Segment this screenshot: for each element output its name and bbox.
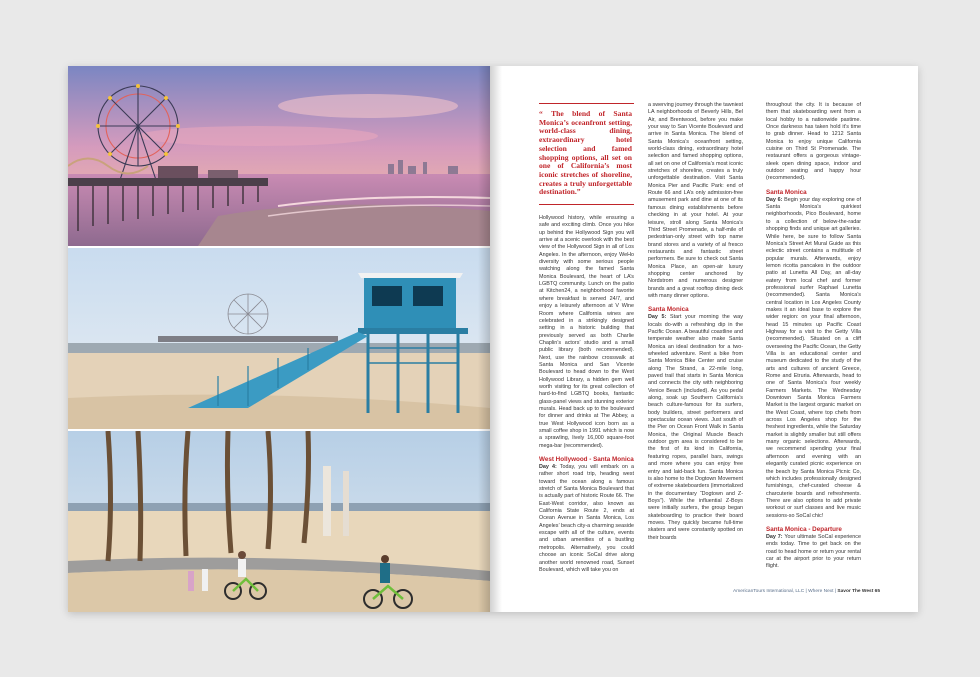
day4-label: Day 4: (539, 464, 557, 471)
text-column-1 (539, 103, 634, 574)
section1-body (539, 464, 634, 574)
page-number: 65 (874, 589, 880, 594)
day7-label: Day 7: (766, 533, 783, 540)
day5-label: Day 5: (648, 314, 667, 321)
day6-label: Day 6: (766, 196, 783, 203)
day5-text: Start your morning the way locals do-with a refreshing dip in the Pacific Ocean. A beautiful coastline and temperate weather also make Santa Monica an ideal destination for a two-wheeled adventure. Rent a bike from Santa Monica Bike Center and cruise along The Strand, a 22-mile long, paved trail that starts in Santa Monica and connects the city with neighboring Venice Beach (included). As you pedal along, soak up Southern California’s beach culture-famous for its surfers, body builders, street performers and spectacular ocean views. Just south of the Pier on Ocean Front Walk in Santa Monica, the Original Muscle Beach outdoor gym area is considered to be the first of its kind in California, featuring ropes, parallel bars, swings and more where you can enjoy free entry and laid-back fun. Santa Monica is also home to the Dogtown Movement of extreme skateboarders (immortalized in the documentary “Dogtown and Z-Boys”). While the influential Z-Boys were initially surfers, the group began skateboarding to practice their board moves. They quickly became full-time skaters and were constantly spotted on their boards (648, 314, 744, 541)
lifeguard-tower-photo (68, 248, 490, 429)
footer-separator: | (834, 589, 837, 594)
footer-company: AmericanTours International, LLC (733, 589, 805, 594)
section-heading-santa-monica-day5: Santa Monica (648, 306, 689, 314)
footer-section: Where Next (808, 589, 834, 594)
section-heading-departure: Santa Monica - Departure (766, 525, 842, 533)
bike-path-photo (68, 431, 490, 612)
section-heading-west-hollywood: West Hollywood - Santa Monica (539, 456, 634, 464)
day7-text: Your ultimate SoCal experience ends today. Time to get back on the road to head home or return your rental car at the airport prior to your return flight. (766, 533, 861, 570)
col1-paragraph: Hollywood history, while ensuring a safe and exciting climb. Once you hike up behind the Hollywood Sign you will arrive at a scenic overlook with the best view of the Hollywood Sign in all of Los Angeles. In the afternoon, enjoy WeHo diversity with some serious people watching along the famed Santa Monica Boulevard, the heart of LA’s LGBTQ community. Lunch on the patio at Kitchen24, a neighborhood favorite where breakfast is served 24/7, and enjoy a leisurely afternoon at V Wine Room where California wines are celebrated in a strikingly designed setting in a historic building that previously served as both Charlie Chaplin’s actors’ studio and a small public library (both recommended). Next, use the rainbow crosswalk at Santa Monica and San Vicente Boulevard to head down to the West Hollywood Library, a hidden gem well worth visiting for its great collection of hard-to-find LGBTQ books, fantastic glass-panel views and stunning exterior murals. Head back up to the boulevard for dinner and drinks at The Abbey, a true West Hollywood icon born as a small coffee shop in 1991 which is now a sprawling, lively 16,000 square-foot mega-bar (recommended). (539, 215, 634, 449)
left-page (68, 66, 490, 612)
col3-paragraph: throughout the city. It is because of them that skateboarding went from a local hobby to a nationwide pastime. Once darkness has taken hold it’s time to grab dinner. Head to 1212 Santa Monica to enjoy unique California cuisine on Third St Promenade. The restaurant offers a gorgeous vintage-sleek open dining space, indoor and outdoor seating and happy hour (recommended). (766, 102, 861, 182)
day6-text: Begin your day exploring one of Santa Monica’s quirkiest neighborhoods, Pico Boulevard, home to a collection of below-the-radar shopping finds and unique art galleries. While here, be sure to follow Santa Monica’s Street Art Mural Guide as this eclectic street contains a multitude of popular murals. Afterwards, enjoy lemon ricotta pancakes in the outdoor patio at Lunetta All Day, an all-day eatery from local chef and former professional surfer Raphael Lunetta (recommended). Santa Monica’s central location in Los Angeles County makes it an ideal base to explore the wider region: on your final afternoon, head 15 minutes up Pacific Coast Highway for a visit to the Getty Villa (recommended). Situated on a cliff overseeing the Pacific Ocean, the Getty Villa is an educational center and museum dedicated to the study of the arts and cultures of ancient Greece, Rome and Etruria. Afterwards, head to one of Santa Monica’s four weekly Farmers Markets. The Wednesday Downtown Santa Monica Farmers Market is the largest organic market on the West Coast, where top chefs from across Los Angeles shop for the freshest ingredients, while the Saturday market is slightly smaller but still offers many organic selections. Afterwards, we recommend spending your final afternoon and evening with an elegantly curated picnic experience on the beach by Santa Monica Picnic Co, which includes professionally designed furnishings, chef-curated cheese & charcuterie boards and refreshments. There are also options to add private workout or surf classes and live music sessions-so SoCal chic! (766, 196, 861, 519)
pier-sunset-photo (68, 66, 490, 246)
section3-body (766, 197, 861, 520)
text-column-2 (648, 102, 743, 542)
footer-title: Savor The West (837, 589, 874, 594)
day4-text: Today, you will embark on a rather short road trip, heading west toward the ocean along a famous stretch of Santa Monica Boulevard that is actually part of historic Route 66. The East-West corridor, also known as California State Route 2, ends at Ocean Avenue in Santa Monica, Los Angeles’ beach city-a charming seaside escape with all of the culture, events and urban amenities of a bustling metropolis. Alternatively, you could choose an iconic SoCal drive along another world renowned road, Sunset Boulevard, which will take you on (539, 464, 634, 573)
spread-gutter (478, 66, 502, 612)
pull-quote: “ The blend of Santa Monica’s oceanfront setting, world-class dining, extraordinary hotel selection and famed shopping options, all set on one of California’s most iconic stretches of shoreline, creates a truly unforgettable destination.” (539, 103, 634, 205)
page-footer (630, 589, 880, 594)
col2-paragraph: a swerving journey through the tawniest LA neighborhoods of Beverly Hills, Bel Air, and Brentwood, before you make your way to San Vicente Boulevard and arrive in Santa Monica. The blend of Santa Monica’s oceanfront setting, world-class dining, extraordinary hotel selection and famed shopping options, all set on one of California’s most iconic stretches of shoreline, creates a truly unforgettable destination. Visit Santa Monica Pier and Pacific Park: end of Route 66 and LA’s only admission-free amusement park and dine at one of its famous dining establishments before checking in at your hotel. At your leisure, stroll along Santa Monica’s Third Street Promenade, a half-mile of pedestrian-only street with top name brand stores and a variety of al fresco restaurants and fantastic street performers. Be sure to check out Santa Monica Place, an open-air luxury shopping center anchored by Nordstrom and numerous designer brands and a great rooftop dining deck with many dinner options. (648, 102, 743, 299)
section-heading-santa-monica-day6: Santa Monica (766, 188, 807, 196)
text-column-3 (766, 102, 861, 571)
section4-body (766, 534, 861, 571)
footer-separator: | (805, 589, 807, 594)
section2-body (648, 314, 743, 542)
